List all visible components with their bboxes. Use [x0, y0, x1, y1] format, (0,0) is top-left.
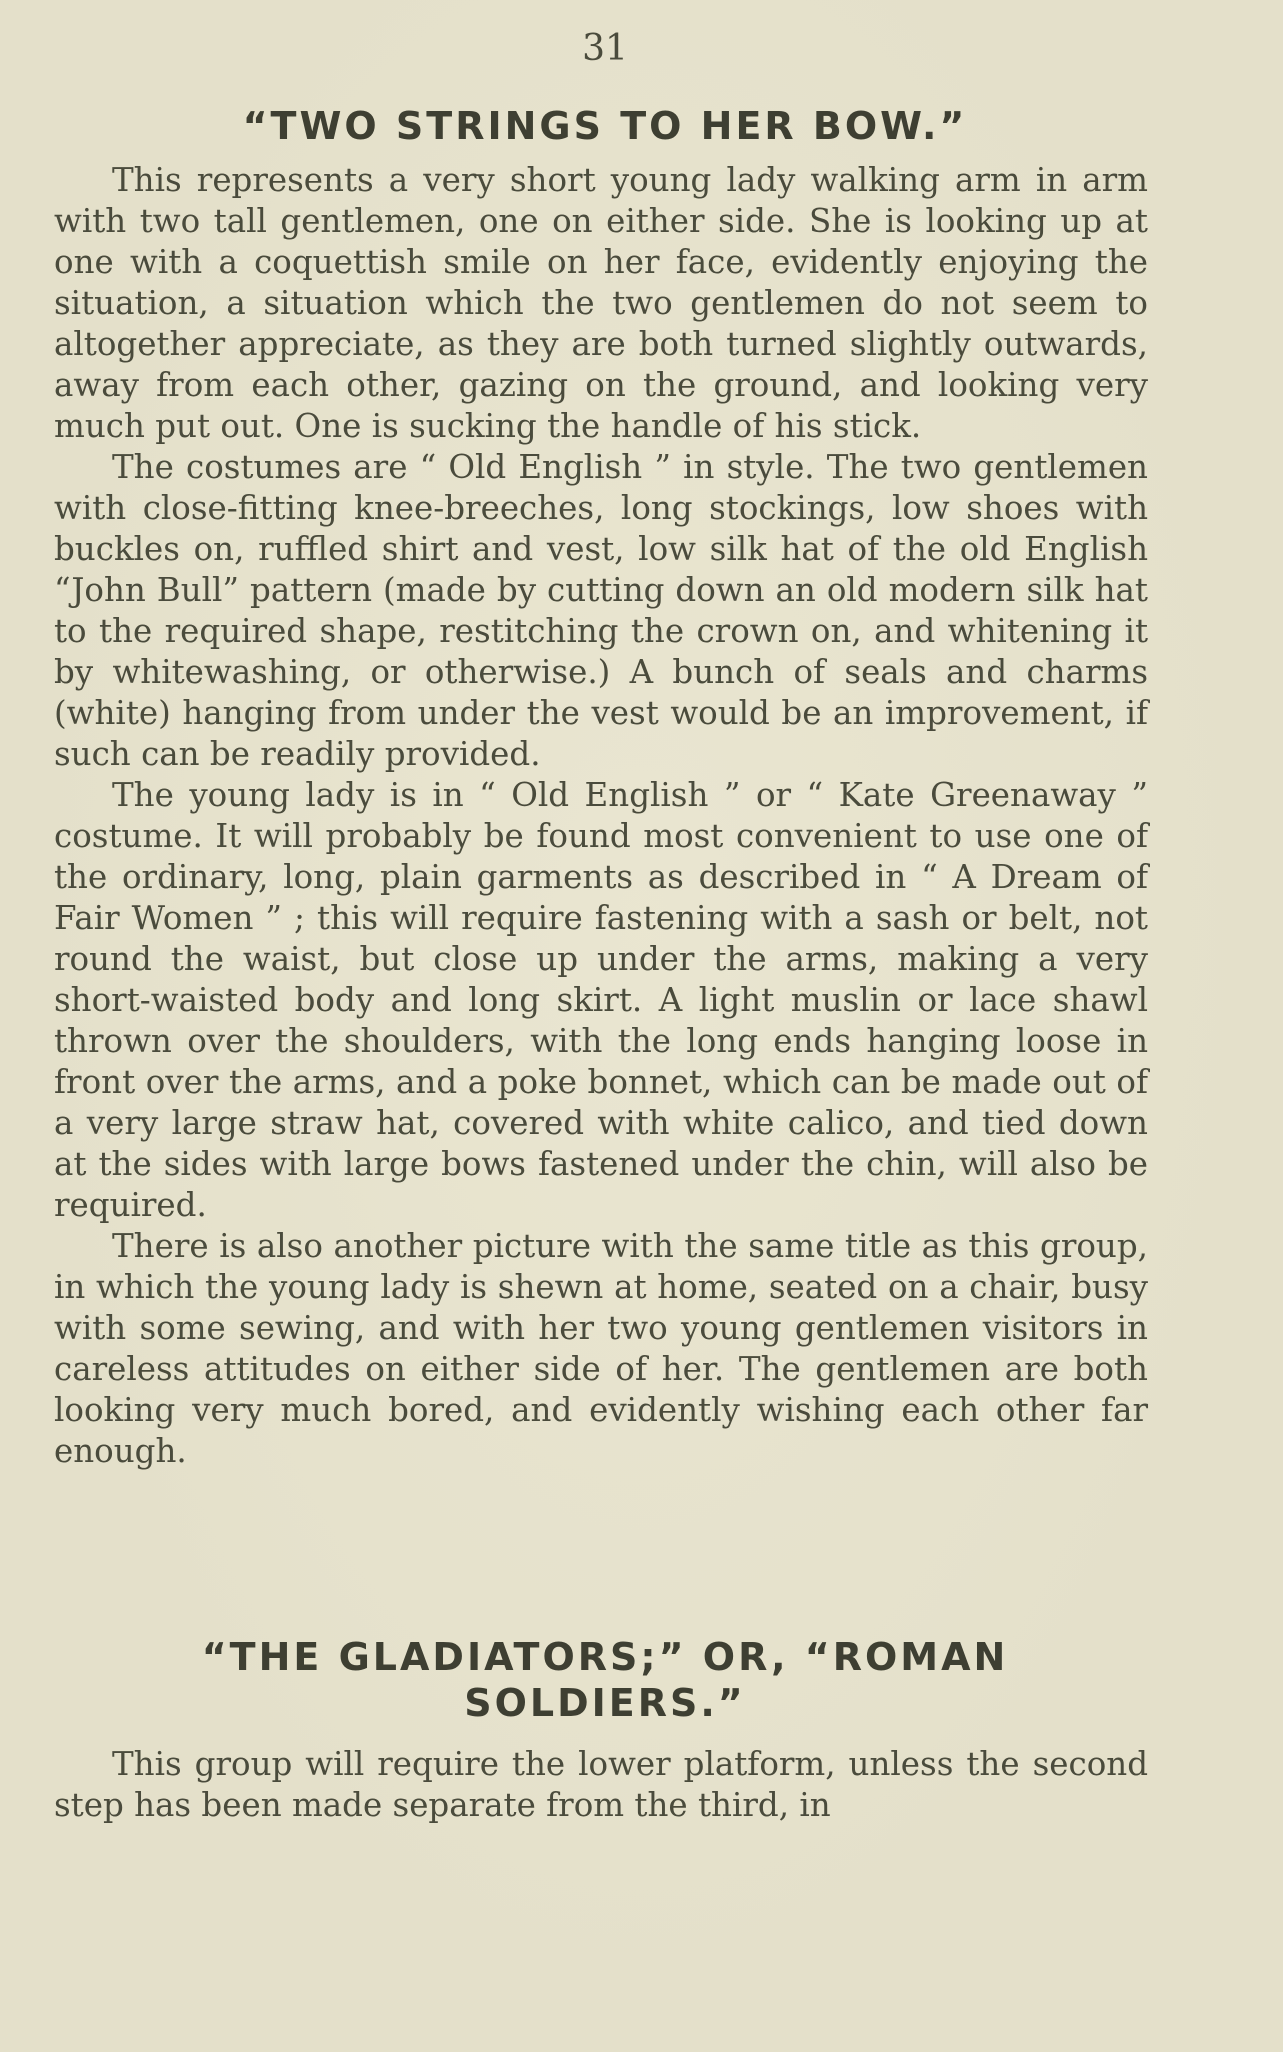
heading-line: “THE GLADIATORS;” OR, “ROMAN — [201, 1635, 1009, 1679]
paragraph: This group will require the lower platform, unless the second step has been made separate from the third, in — [54, 1745, 1148, 1824]
paragraph: The costumes are “ Old English ” in style. The two gentlemen with close-fitting knee-breeches, long stockings, low shoes with buckles on, ruffled shirt and vest, low silk hat of the old English “John Bull” pattern (made by cutting down an old modern silk hat to the required shape, restitching the crown on, and whitening it by whitewashing, or otherwise.) A bunch of seals and charms (white) hanging from under the vest would be an improvement, if such can be readily provided. — [54, 448, 1148, 773]
paragraph: This represents a very short young lady walking arm in arm with two tall gentlemen, one on either side. She is looking up at one with a coquettish smile on her face, evidently enjoying the situation, a situation which the two gentlemen do not seem to altogether appreciate, as they are both turned slightly outwards, away from each other, gazing on the ground, and looking very much put out. One is sucking the handle of his stick. — [54, 161, 1148, 445]
section-body-gladiators — [54, 1744, 1148, 1826]
heading-line: SOLDIERS.” — [464, 1681, 746, 1725]
section-heading-gladiators — [40, 1634, 1170, 1726]
paragraph: The young lady is in “ Old English ” or “ Kate Greenaway ” costume. It will probably be found most convenient to use one of the ordinary, long, plain garments as described in “ A Dream of Fair Women ” ; this will require fastening with a sash or belt, not round the waist, but close up under the arms, making a very short-waisted body and long skirt. A light muslin or lace shawl thrown over the shoulders, with the long ends hanging loose in front over the arms, and a poke bonnet, which can be made out of a very large straw hat, covered with white calico, and tied down at the sides with large bows fastened under the chin, will also be required. — [54, 776, 1148, 1224]
page-number: 31 — [582, 28, 628, 69]
paragraph: There is also another picture with the same title as this group, in which the young lady is shewn at home, seated on a chair, busy with some sewing, and with her two young gentlemen visitors in careless attitudes on either side of her. The gentlemen are both looking very much bored, and evidently wishing each other far enough. — [54, 1227, 1148, 1470]
section-heading-two-strings: “TWO STRINGS TO HER BOW.” — [242, 104, 968, 148]
section-body-two-strings — [54, 160, 1148, 1472]
